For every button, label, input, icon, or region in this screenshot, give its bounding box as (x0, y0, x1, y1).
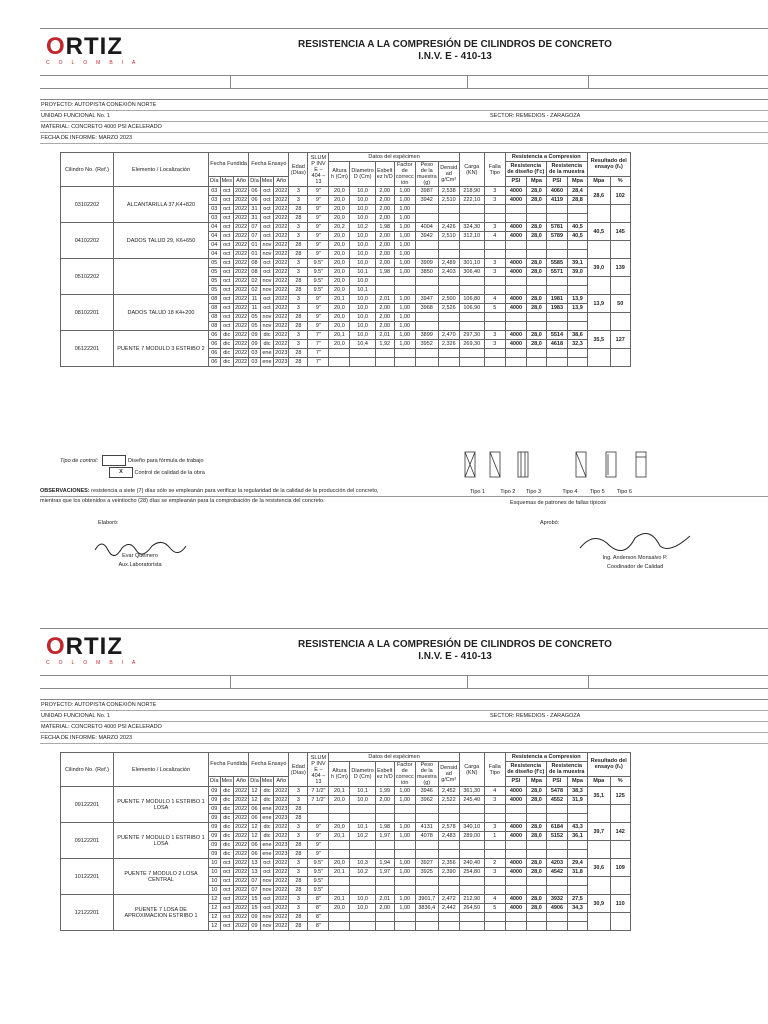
result-pct: 125 (610, 787, 630, 805)
result-mpa: 28,6 (587, 187, 610, 205)
element-location: PUENTE 7 MODULO 1 ESTRIBO 1 LOSA (114, 787, 209, 823)
table-row: 03 oct 2022 06 oct 2022 3 9" 20,0 10,0 2,00 1,00 3942 2,510 222,10 3 4000 28,0 4119 28,8 (61, 196, 631, 205)
table-row: 12 oct 2022 09 nov 2022 28 8" (61, 913, 631, 922)
report-page-2: ORTIZ COLOMBIA RESISTENCIA A LA COMPRESIÓN DE CILINDROS DE CONCRETO I.N.V. E - 410-13 PROYECTO: AUTOPISTA CONEXIÓN NORTE UNIDAD FUNCIONAL No. 1 SECTOR: REMEDIOS - ZARAGOZA MATERIAL: CONCRETO 4000 PSI ACELERADO FECHA DE INFORME: MARZO 2023 Cilindro No. (Ref.) Elemento / Localización Fecha Fundida Fecha Ensayo Edad (Días) SLUM P INV E – 404 – 13 Datos del espécimen Carga (KN) Falla Tipo Resistencia a Compresion Resultado del ensayo (f₁) Altura h (Cm) Diametro D (Cm) Esbelt ez h/D Factor de correcc ión Peso de la muestra (g) Densid ad g/Cm³ Resistencia de diseño (f'c) Resistencia de la muestra Día Mes Año Día Mes Año PSI Mpa PSI Mpa Mpa % 09122201 PUENTE 7 MODULO 1 ESTRIBO 1 LOSA 09 dic 2022 12 dic 2022 3 7 1/2" 20,1 10,1 1,99 1,00 3946 2,452 361,30 4 4000 28,0 5478 38,3 35,1 125 09 dic 2022 12 dic 2022 3 7 1/2" 20,0 10,0 2,00 1,00 3962 2,522 245,40 3 4000 28,0 4552 31,9 09 dic 2022 06 ene 2023 28 09 dic 2022 06 ene 2023 28 09122201 PUENTE 7 MODULO 1 ESTRIBO 1 LOSA 09 dic 2022 12 dic 2022 3 9" 20,0 10,1 1,98 1,00 4131 2,578 340,10 3 4000 28,0 6184 43,3 39,7 142 09 dic 2022 12 dic 2022 3 9" 20,1 10,2 1,97 1,00 4078 2,483 289,00 1 4000 28,0 5152 36,1 09 dic 2022 06 ene 2023 28 9" 09 dic 2022 06 ene 2023 28 9" 10122201 PUENTE 7 MODULO 2 LOSA CENTRAL 10 oct 2022 13 oct 2022 3 9.5" 20,0 10,3 1,94 1,00 3927 2,356 240,40 2 4000 28,0 4203 29,4 30,6 109 10 oct 2022 13 oct 2022 3 9.5" 20,1 10,2 1,97 1,00 3925 2,390 254,80 3 4000 28,0 4542 31,8 10 oct 2022 07 nov 2022 28 9.5" 10 oct 2022 07 nov 2022 28 9.5" 12122201 PUENTE 7 LOSA DE APROXIMACION ESTRIBO 1 12 oct 2022 15 oct 2022 3 8" 20,1 10,0 2,01 1,00 3901,7 2,472 212,90 4 4000 28,0 3932 27,5 30,9 110 12 oct 2022 15 oct 2022 3 8" 20,0 10,0 2,00 1,00 3836,4 2,442 264,50 5 4000 28,0 4906 34,3 12 oct 2022 09 nov 2022 28 8" 12 oct 2022 09 nov 2022 28 8" (40, 628, 768, 1024)
result-pct: 145 (610, 223, 630, 241)
table-row: 10122201 PUENTE 7 MODULO 2 LOSA CENTRAL 10 oct 2022 13 oct 2022 3 9.5" 20,0 10,3 1,94 1,00 3927 2,356 240,40 2 4000 28,0 4203 29,4 30,6 109 (61, 859, 631, 868)
result-pct: 139 (610, 259, 630, 277)
signature-1-name: Evar Quemero Aux.Laboratorista (118, 553, 162, 568)
result-mpa: 30,9 (587, 895, 610, 913)
report-header-2 (40, 628, 768, 676)
signature-2-name: Ing. Anderson Monsalvo P. Coodinador de Calidad (602, 555, 668, 570)
table-row: 10 oct 2022 13 oct 2022 3 9.5" 20,1 10,2 1,97 1,00 3925 2,390 254,80 3 4000 28,0 4542 31,8 (61, 868, 631, 877)
report-header (40, 28, 768, 76)
table-row: 08 oct 2022 05 nov 2022 28 9" 20,0 10,0 2,00 1,00 (61, 313, 631, 322)
table-row: 09122201 PUENTE 7 MODULO 1 ESTRIBO 1 LOSA 09 dic 2022 12 dic 2022 3 7 1/2" 20,1 10,1 1,99 1,00 3946 2,452 361,30 4 4000 28,0 5478 38,3 35,1 125 (61, 787, 631, 796)
design-checkbox (102, 455, 126, 466)
cylinder-results-table: Cilindro No. (Ref.) Elemento / Localización Fecha Fundida Fecha Ensayo Edad (Días) SLUM P INV E – 404 – 13 Datos del espécimen Carga (KN) Falla Tipo Resistencia a Compresion Resultado del ensayo (f₁) Altura h (Cm) Diametro D (Cm) Esbelt ez h/D Factor de correcc ión Peso de la muestra (g) Densid ad g/Cm³ Resistencia de diseño (f'c) Resistencia de la muestra Día Mes Año Día Mes Año PSI Mpa PSI Mpa Mpa % 03102202 ALCANTARILLA 37,K4+820 03 oct 2022 06 oct 2022 3 9" 20,0 10,0 2,00 1,00 3987 2,538 218,90 3 4000 28,0 4060 28,4 28,6 102 03 oct 2022 06 oct 2022 3 9" 20,0 10,0 2,00 1,00 3942 2,510 222,10 3 4000 28,0 4119 28,8 03 oct 2022 31 oct 2022 28 9" 20,0 10,0 2,00 1,00 03 oct 2022 31 oct 2022 28 9" 20,0 10,0 2,00 1,00 04102202 DADOS TALUD 29, K6+650 04 oct 2022 07 oct 2022 3 9" 20,2 10,2 1,98 1,00 4004 2,426 324,30 3 4000 28,0 5781 40,5 40,5 145 04 oct 2022 07 oct 2022 3 9" 20,0 10,0 2,00 1,00 3942 2,510 312,10 4 4000 28,0 5789 40,5 04 oct 2022 01 nov 2022 28 9" 20,0 10,0 2,00 1,00 04 oct 2022 01 nov 2022 28 9" 20,0 10,0 2,00 1,00 05102202 05 oct 2022 08 oct 2022 3 9.5" 20,0 10,0 2,00 1,00 3909 2,489 301,10 3 4000 28,0 5585 39,1 39,0 139 05 oct 2022 08 oct 2022 3 9.5" 20,0 10,1 1,98 1,00 3850 2,403 306,40 3 4000 28,0 5571 39,0 05 oct 2022 02 nov 2022 28 9.5" 20,0 10,0 05 oct 2022 02 nov 2022 28 9.5" 20,0 10,1 08102201 DADOS TALUD 18 K4+200 08 oct 2022 11 oct 2022 3 9" 20,1 10,0 2,01 1,00 3947 2,500 106,80 4 4000 28,0 1981 13,9 13,9 50 08 oct 2022 11 oct 2022 3 9" 20,0 10,0 2,00 1,00 3968 2,526 106,90 5 4000 28,0 1983 13,9 08 oct 2022 05 nov 2022 28 9" 20,0 10,0 2,00 1,00 08 oct 2022 05 nov 2022 28 9" 20,0 10,0 2,00 1,00 06122201 PUENTE 7 MODULO 3 ESTRIBO 2 06 dic 2022 09 dic 2022 3 7" 20,1 10,0 2,01 1,00 3899 2,470 297,30 3 4000 28,0 5514 38,6 35,5 127 06 dic 2022 09 dic 2022 3 7" 20,0 10,4 1,92 1,00 3952 2,326 269,30 3 4000 28,0 4618 32,3 06 dic 2022 03 ene 2023 28 7" 06 dic 2022 03 ene 2023 28 7" (60, 152, 631, 367)
result-mpa: 35,5 (587, 331, 610, 349)
company-logo-2: ORTIZ COLOMBIA (46, 633, 145, 666)
table-row: 03102202 ALCANTARILLA 37,K4+820 03 oct 2022 06 oct 2022 3 9" 20,0 10,0 2,00 1,00 3987 2,538 218,90 3 4000 28,0 4060 28,4 28,6 102 (61, 187, 631, 196)
table-row: 08102201 DADOS TALUD 18 K4+200 08 oct 2022 11 oct 2022 3 9" 20,1 10,0 2,01 1,00 3947 2,500 106,80 4 4000 28,0 1981 13,9 13,9 50 (61, 295, 631, 304)
table-row: 04 oct 2022 01 nov 2022 28 9" 20,0 10,0 2,00 1,00 (61, 250, 631, 259)
table-row: 05 oct 2022 02 nov 2022 28 9.5" 20,0 10,0 (61, 277, 631, 286)
result-pct: 110 (610, 895, 630, 913)
aprobo-label: Aprobó: (540, 520, 560, 526)
table-row: 09 dic 2022 06 ene 2023 28 9" (61, 841, 631, 850)
report-title-2: RESISTENCIA A LA COMPRESIÓN DE CILINDROS DE CONCRETO (298, 639, 612, 650)
cylinder-ref: 05102202 (61, 259, 114, 295)
cylinder-ref: 09122201 (61, 787, 114, 823)
table-row: 04 oct 2022 01 nov 2022 28 9" 20,0 10,0 2,00 1,00 (61, 241, 631, 250)
element-location (114, 259, 209, 295)
table-row: 09 dic 2022 12 dic 2022 3 9" 20,1 10,2 1,97 1,00 4078 2,483 289,00 1 4000 28,0 5152 36,1 (61, 832, 631, 841)
table-row: 08 oct 2022 05 nov 2022 28 9" 20,0 10,0 2,00 1,00 (61, 322, 631, 331)
control-type-legend: Tipo de control: Diseño para fórmula de trabajo X Control de calidad de la obra (60, 455, 205, 478)
cylinder-ref: 09122201 (61, 823, 114, 859)
cylinder-ref: 04102202 (61, 223, 114, 259)
unit-field: UNIDAD FUNCIONAL No. 1 SECTOR: REMEDIOS - ZARAGOZA (40, 111, 768, 122)
report-date-field: FECHA DE INFORME: MARZO 2023 (40, 133, 768, 144)
element-location: ALCANTARILLA 37,K4+820 (114, 187, 209, 223)
element-location: PUENTE 7 MODULO 1 ESTRIBO 1 LOSA (114, 823, 209, 859)
cylinder-ref: 03102202 (61, 187, 114, 223)
failure-patterns-diagram (460, 442, 670, 487)
cylinder-ref: 12122201 (61, 895, 114, 931)
signature-2 (575, 528, 695, 558)
table-row: 05102202 05 oct 2022 08 oct 2022 3 9.5" 20,0 10,0 2,00 1,00 3909 2,489 301,10 3 4000 28,0 5585 39,1 39,0 139 (61, 259, 631, 268)
table-row: 06 dic 2022 03 ene 2023 28 7" (61, 349, 631, 358)
element-location: PUENTE 7 MODULO 3 ESTRIBO 2 (114, 331, 209, 367)
table-row: 05 oct 2022 08 oct 2022 3 9.5" 20,0 10,1 1,98 1,00 3850 2,403 306,40 3 4000 28,0 5571 39,0 (61, 268, 631, 277)
cylinder-ref: 10122201 (61, 859, 114, 895)
cylinder-ref: 06122201 (61, 331, 114, 367)
table-row: 09122201 PUENTE 7 MODULO 1 ESTRIBO 1 LOSA 09 dic 2022 12 dic 2022 3 9" 20,0 10,1 1,98 1,00 4131 2,578 340,10 3 4000 28,0 6184 43,3 39,7 142 (61, 823, 631, 832)
report-title: RESISTENCIA A LA COMPRESIÓN DE CILINDROS DE CONCRETO (298, 39, 612, 50)
result-pct: 127 (610, 331, 630, 349)
table-row: 09 dic 2022 06 ene 2023 28 9" (61, 850, 631, 859)
report-page-1 (40, 28, 768, 583)
table-row: 09 dic 2022 06 ene 2023 28 (61, 814, 631, 823)
table-row: 03 oct 2022 31 oct 2022 28 9" 20,0 10,0 2,00 1,00 (61, 214, 631, 223)
sector-field: SECTOR: REMEDIOS - ZARAGOZA (490, 113, 581, 119)
result-pct: 50 (610, 295, 630, 313)
elaboro-label: Elaboró: (98, 520, 119, 526)
table-row: 09 dic 2022 06 ene 2023 28 (61, 805, 631, 814)
company-logo: ORTIZ COLOMBIA (46, 33, 145, 66)
element-location: DADOS TALUD 29, K6+650 (114, 223, 209, 259)
result-mpa: 13,9 (587, 295, 610, 313)
table-row: 12122201 PUENTE 7 LOSA DE APROXIMACION ESTRIBO 1 12 oct 2022 15 oct 2022 3 8" 20,1 10,0 2,01 1,00 3901,7 2,472 212,90 4 4000 28,0 3932 27,5 30,9 110 (61, 895, 631, 904)
result-mpa: 39,7 (587, 823, 610, 841)
observations: OBSERVACIONES: resistencia a siete (7) días sólo se empleanán para verificar la regularidad de la calidad de la producción del concreto, mientras que los obtenidos a veintiocho (28) días se empleanán para la comprobación de la resistencia del concreto. (40, 488, 768, 504)
table-row: 12 oct 2022 09 nov 2022 28 8" (61, 922, 631, 931)
table-row: 03 oct 2022 31 oct 2022 28 9" 20,0 10,0 2,00 1,00 (61, 205, 631, 214)
failure-caption: Esquemas de patrones de fallas típicos (510, 500, 607, 506)
element-location: PUENTE 7 LOSA DE APROXIMACION ESTRIBO 1 (114, 895, 209, 931)
result-mpa: 35,1 (587, 787, 610, 805)
table-row: 09 dic 2022 12 dic 2022 3 7 1/2" 20,0 10,0 2,00 1,00 3962 2,522 245,40 3 4000 28,0 4552 31,9 (61, 796, 631, 805)
quality-checkbox: X (109, 467, 133, 478)
table-row: 08 oct 2022 11 oct 2022 3 9" 20,0 10,0 2,00 1,00 3968 2,526 106,90 5 4000 28,0 1983 13,9 (61, 304, 631, 313)
table-row: 10 oct 2022 07 nov 2022 28 9.5" (61, 886, 631, 895)
failure-types: Tipo 1 Tipo 2 Tipo 3 Tipo 4 Tipo 5 Tipo 6 (470, 489, 632, 495)
table-row: 04102202 DADOS TALUD 29, K6+650 04 oct 2022 07 oct 2022 3 9" 20,2 10,2 1,98 1,00 4004 2,426 324,30 3 4000 28,0 5781 40,5 40,5 145 (61, 223, 631, 232)
table-row: 05 oct 2022 02 nov 2022 28 9.5" 20,0 10,1 (61, 286, 631, 295)
report-subtitle-2: I.N.V. E - 410-13 (418, 651, 492, 662)
result-pct: 109 (610, 859, 630, 877)
table-row: 06122201 PUENTE 7 MODULO 3 ESTRIBO 2 06 dic 2022 09 dic 2022 3 7" 20,1 10,0 2,01 1,00 3899 2,470 297,30 3 4000 28,0 5514 38,6 35,5 127 (61, 331, 631, 340)
table-row: 06 dic 2022 09 dic 2022 3 7" 20,0 10,4 1,92 1,00 3952 2,326 269,30 3 4000 28,0 4618 32,3 (61, 340, 631, 349)
result-mpa: 39,0 (587, 259, 610, 277)
result-pct: 142 (610, 823, 630, 841)
result-pct: 102 (610, 187, 630, 205)
material-field: MATERIAL: CONCRETO 4000 PSI ACELERADO (40, 122, 768, 133)
cylinder-ref: 08102201 (61, 295, 114, 331)
table-row: 10 oct 2022 07 nov 2022 28 9.5" (61, 877, 631, 886)
cylinder-results-table-2: Cilindro No. (Ref.) Elemento / Localización Fecha Fundida Fecha Ensayo Edad (Días) SLUM P INV E – 404 – 13 Datos del espécimen Carga (KN) Falla Tipo Resistencia a Compresion Resultado del ensayo (f₁) Altura h (Cm) Diametro D (Cm) Esbelt ez h/D Factor de correcc ión Peso de la muestra (g) Densid ad g/Cm³ Resistencia de diseño (f'c) Resistencia de la muestra Día Mes Año Día Mes Año PSI Mpa PSI Mpa Mpa % 09122201 PUENTE 7 MODULO 1 ESTRIBO 1 LOSA 09 dic 2022 12 dic 2022 3 7 1/2" 20,1 10,1 1,99 1,00 3946 2,452 361,30 4 4000 28,0 5478 38,3 35,1 125 09 dic 2022 12 dic 2022 3 7 1/2" 20,0 10,0 2,00 1,00 3962 2,522 245,40 3 4000 28,0 4552 31,9 09 dic 2022 06 ene 2023 28 09 dic 2022 06 ene 2023 28 09122201 PUENTE 7 MODULO 1 ESTRIBO 1 LOSA 09 dic 2022 12 dic 2022 3 9" 20,0 10,1 1,98 1,00 4131 2,578 340,10 3 4000 28,0 6184 43,3 39,7 142 09 dic 2022 12 dic 2022 3 9" 20,1 10,2 1,97 1,00 4078 2,483 289,00 1 4000 28,0 5152 36,1 09 dic 2022 06 ene 2023 28 9" 09 dic 2022 06 ene 2023 28 9" 10122201 PUENTE 7 MODULO 2 LOSA CENTRAL 10 oct 2022 13 oct 2022 3 9.5" 20,0 10,3 1,94 1,00 3927 2,356 240,40 2 4000 28,0 4203 29,4 30,6 109 10 oct 2022 13 oct 2022 3 9.5" 20,1 10,2 1,97 1,00 3925 2,390 254,80 3 4000 28,0 4542 31,8 10 oct 2022 07 nov 2022 28 9.5" 10 oct 2022 07 nov 2022 28 9.5" 12122201 PUENTE 7 LOSA DE APROXIMACION ESTRIBO 1 12 oct 2022 15 oct 2022 3 8" 20,1 10,0 2,01 1,00 3901,7 2,472 212,90 4 4000 28,0 3932 27,5 30,9 110 12 oct 2022 15 oct 2022 3 8" 20,0 10,0 2,00 1,00 3836,4 2,442 264,50 5 4000 28,0 4906 34,3 12 oct 2022 09 nov 2022 28 8" 12 oct 2022 09 nov 2022 28 8" (60, 752, 631, 931)
element-location: DADOS TALUD 18 K4+200 (114, 295, 209, 331)
result-mpa: 40,5 (587, 223, 610, 241)
table-row: 04 oct 2022 07 oct 2022 3 9" 20,0 10,0 2,00 1,00 3942 2,510 312,10 4 4000 28,0 5789 40,5 (61, 232, 631, 241)
report-subtitle: I.N.V. E - 410-13 (418, 51, 492, 62)
table-row: 06 dic 2022 03 ene 2023 28 7" (61, 358, 631, 367)
table-row: 12 oct 2022 15 oct 2022 3 8" 20,0 10,0 2,00 1,00 3836,4 2,442 264,50 5 4000 28,0 4906 34,3 (61, 904, 631, 913)
project-field: PROYECTO: AUTOPISTA CONEXIÓN NORTE (40, 100, 768, 111)
result-mpa: 30,6 (587, 859, 610, 877)
element-location: PUENTE 7 MODULO 2 LOSA CENTRAL (114, 859, 209, 895)
